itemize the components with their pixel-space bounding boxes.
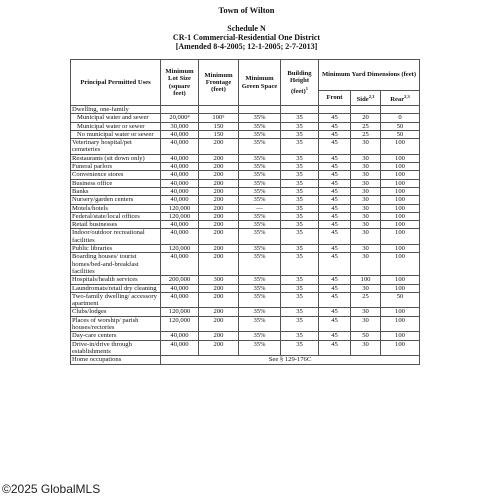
- cell-rear: 100: [381, 163, 420, 171]
- cell-frontage: 100⁵: [199, 114, 239, 122]
- cell-frontage: 200: [199, 154, 239, 162]
- col-header-lot: Minimum Lot Size (square feet): [161, 60, 199, 106]
- cell-use: Public libraries: [71, 245, 161, 253]
- cell-green: 35%: [239, 122, 281, 130]
- cell-lot: 40,000: [161, 284, 199, 292]
- cell-frontage: 200: [199, 292, 239, 308]
- cell-use: No municipal water or sewer: [71, 130, 161, 138]
- cell-green: 35%: [239, 245, 281, 253]
- cell-frontage: 200: [199, 253, 239, 276]
- cell-lot: 120,000: [161, 308, 199, 316]
- cell-green: 35%: [239, 196, 281, 204]
- table-row: [71, 229, 420, 245]
- cell-use: Hospitals/health services: [71, 276, 161, 284]
- cell-front: 45: [319, 292, 351, 308]
- cell-green: 35%: [239, 253, 281, 276]
- table-row: [71, 114, 420, 122]
- col-header-green: Minimum Green Space: [239, 60, 281, 106]
- table-row: [71, 122, 420, 130]
- cell-frontage: 300: [199, 276, 239, 284]
- cell-use: Banks: [71, 187, 161, 195]
- cell-green: [239, 106, 281, 114]
- cell-rear: 100: [381, 340, 420, 356]
- table-row: [71, 356, 420, 364]
- cell-rear: 100: [381, 284, 420, 292]
- table-row: [71, 308, 420, 316]
- cell-front: 45: [319, 196, 351, 204]
- cell-use: Funeral parlors: [71, 163, 161, 171]
- cell-lot: 200,000: [161, 276, 199, 284]
- cell-green: 35%: [239, 154, 281, 162]
- cell-front: 45: [319, 114, 351, 122]
- cell-lot: 20,000⁴: [161, 114, 199, 122]
- cell-side: 25: [351, 130, 381, 138]
- col-header-rear: Rear$^{2,3}$: [381, 91, 420, 106]
- cell-use: Federal/state/local offices: [71, 212, 161, 220]
- cell-side: 30: [351, 196, 381, 204]
- cell-frontage: 200: [199, 308, 239, 316]
- cell-green: 35%: [239, 332, 281, 340]
- table-row: [71, 284, 420, 292]
- cell-rear: 100: [381, 187, 420, 195]
- cell-lot: 40,000: [161, 229, 199, 245]
- mls-watermark: ©2025 GlobalMLS: [2, 482, 101, 496]
- cell-rear: 100: [381, 212, 420, 220]
- table-row: [71, 187, 420, 195]
- cell-rear: [381, 106, 420, 114]
- cell-rear: 50: [381, 292, 420, 308]
- table-row: [71, 316, 420, 332]
- cell-green: 35%: [239, 163, 281, 171]
- table-row: [71, 245, 420, 253]
- cell-side: 100: [351, 276, 381, 284]
- schedule-label: Schedule N: [227, 24, 266, 33]
- cell-front: 45: [319, 204, 351, 212]
- cell-use: Retail businesses: [71, 221, 161, 229]
- cell-lot: 120,000: [161, 316, 199, 332]
- cell-rear: 100: [381, 308, 420, 316]
- cell-front: 45: [319, 171, 351, 179]
- table-row: [71, 332, 420, 340]
- cell-green: 35%: [239, 139, 281, 155]
- cell-lot: 40,000: [161, 179, 199, 187]
- cell-height: 35: [281, 196, 319, 204]
- cell-lot: 120,000: [161, 245, 199, 253]
- cell-height: 35: [281, 340, 319, 356]
- cell-height: 35: [281, 171, 319, 179]
- cell-height: 35: [281, 187, 319, 195]
- cell-side: 30: [351, 187, 381, 195]
- cell-use: Boarding houses/ tourist homes/bed-and-breakfast facilities: [71, 253, 161, 276]
- col-header-side: Side$^{2,3}$: [351, 91, 381, 106]
- cell-lot: 30,000: [161, 122, 199, 130]
- cell-use: Municipal water and sewer: [71, 114, 161, 122]
- cell-lot: 40,000: [161, 163, 199, 171]
- cell-height: 35: [281, 308, 319, 316]
- cell-side: 50: [351, 332, 381, 340]
- cell-green: —: [239, 204, 281, 212]
- cell-frontage: 200: [199, 229, 239, 245]
- cell-rear: 100: [381, 171, 420, 179]
- table-row: [71, 292, 420, 308]
- cell-height: 35: [281, 221, 319, 229]
- cell-rear: 50: [381, 122, 420, 130]
- cell-rear: 100: [381, 154, 420, 162]
- table-body: [71, 106, 420, 365]
- cell-front: 45: [319, 187, 351, 195]
- cell-front: 45: [319, 163, 351, 171]
- cell-lot: 120,000: [161, 204, 199, 212]
- cell-front: 45: [319, 245, 351, 253]
- cell-front: 45: [319, 316, 351, 332]
- table-row: [71, 196, 420, 204]
- cell-lot: 40,000: [161, 340, 199, 356]
- cell-green: 35%: [239, 179, 281, 187]
- cell-rear: 0: [381, 114, 420, 122]
- cell-use: Clubs/lodges: [71, 308, 161, 316]
- table-row: [71, 221, 420, 229]
- table-row: [71, 171, 420, 179]
- cell-green: 35%: [239, 284, 281, 292]
- cell-use: Places of worship/ parish houses/rectories: [71, 316, 161, 332]
- cell-rear: 100: [381, 179, 420, 187]
- cell-use: Convenience stores: [71, 171, 161, 179]
- cell-side: 30: [351, 212, 381, 220]
- table-row: [71, 139, 420, 155]
- cell-note: See § 129-176C: [161, 356, 420, 364]
- cell-green: 35%: [239, 130, 281, 138]
- cell-green: 35%: [239, 187, 281, 195]
- cell-frontage: 200: [199, 332, 239, 340]
- cell-frontage: 150: [199, 122, 239, 130]
- cell-front: 45: [319, 253, 351, 276]
- cell-green: 35%: [239, 212, 281, 220]
- cell-lot: 120,000: [161, 212, 199, 220]
- cell-use: Business office: [71, 179, 161, 187]
- cell-side: 20: [351, 114, 381, 122]
- cell-use: Restaurants (sit down only): [71, 154, 161, 162]
- cell-rear: 50: [381, 130, 420, 138]
- cell-rear: 100: [381, 221, 420, 229]
- cell-rear: 100: [381, 316, 420, 332]
- cell-side: 30: [351, 308, 381, 316]
- cell-side: [351, 106, 381, 114]
- cell-height: 35: [281, 212, 319, 220]
- cell-front: 45: [319, 154, 351, 162]
- cell-rear: 100: [381, 204, 420, 212]
- dimensional-table: [70, 59, 420, 365]
- cell-frontage: 200: [199, 221, 239, 229]
- table-row: [71, 163, 420, 171]
- cell-height: 35: [281, 154, 319, 162]
- cell-height: 35: [281, 130, 319, 138]
- cell-lot: 40,000: [161, 196, 199, 204]
- cell-front: 45: [319, 221, 351, 229]
- cell-height: 35: [281, 245, 319, 253]
- cell-height: 35: [281, 179, 319, 187]
- cell-frontage: 200: [199, 171, 239, 179]
- cell-green: 35%: [239, 221, 281, 229]
- cell-frontage: 200: [199, 139, 239, 155]
- cell-height: 35: [281, 253, 319, 276]
- cell-side: 30: [351, 163, 381, 171]
- district-name: CR-1 Commercial-Residential One District: [172, 33, 321, 42]
- cell-frontage: 200: [199, 187, 239, 195]
- col-header-use: Principal Permitted Uses: [71, 60, 161, 106]
- cell-use: Nursery/garden centers: [71, 196, 161, 204]
- cell-height: 35: [281, 163, 319, 171]
- cell-lot: [161, 106, 199, 114]
- cell-front: 45: [319, 179, 351, 187]
- cell-lot: 40,000: [161, 171, 199, 179]
- cell-rear: 100: [381, 245, 420, 253]
- table-row: [71, 253, 420, 276]
- col-header-front: Front: [319, 91, 351, 106]
- cell-green: 35%: [239, 171, 281, 179]
- cell-green: 35%: [239, 308, 281, 316]
- cell-lot: 40,000: [161, 154, 199, 162]
- cell-side: 30: [351, 229, 381, 245]
- cell-front: 45: [319, 122, 351, 130]
- cell-frontage: 200: [199, 196, 239, 204]
- cell-use: Day-care centers: [71, 332, 161, 340]
- cell-green: 35%: [239, 276, 281, 284]
- cell-side: 30: [351, 316, 381, 332]
- cell-height: 35: [281, 114, 319, 122]
- cell-front: 45: [319, 308, 351, 316]
- cell-green: 35%: [239, 229, 281, 245]
- cell-frontage: 200: [199, 212, 239, 220]
- cell-lot: 40,000: [161, 253, 199, 276]
- cell-rear: 100: [381, 139, 420, 155]
- cell-height: 35: [281, 139, 319, 155]
- cell-green: 35%: [239, 316, 281, 332]
- cell-height: 35: [281, 284, 319, 292]
- cell-frontage: 200: [199, 316, 239, 332]
- cell-height: 35: [281, 316, 319, 332]
- cell-front: 45: [319, 139, 351, 155]
- cell-use: Laundromats/retail dry cleaning: [71, 284, 161, 292]
- cell-frontage: 150: [199, 130, 239, 138]
- cell-side: 30: [351, 340, 381, 356]
- cell-height: 35: [281, 332, 319, 340]
- cell-height: [281, 106, 319, 114]
- cell-front: 45: [319, 212, 351, 220]
- cell-front: 45: [319, 332, 351, 340]
- table-row: [71, 340, 420, 356]
- cell-side: 30: [351, 253, 381, 276]
- cell-front: [319, 106, 351, 114]
- cell-front: 45: [319, 284, 351, 292]
- cell-side: 30: [351, 284, 381, 292]
- cell-use: Veterinary hospital/pet cemeteries: [71, 139, 161, 155]
- cell-rear: 100: [381, 253, 420, 276]
- table-row: [71, 204, 420, 212]
- cell-side: 30: [351, 245, 381, 253]
- cell-front: 45: [319, 229, 351, 245]
- cell-front: 45: [319, 130, 351, 138]
- cell-green: 35%: [239, 292, 281, 308]
- cell-rear: 100: [381, 196, 420, 204]
- cell-use: Dwelling, one-family: [71, 106, 161, 114]
- table-row: [71, 179, 420, 187]
- cell-lot: 40,000: [161, 332, 199, 340]
- cell-use: Home occupations: [71, 356, 161, 364]
- cell-frontage: [199, 106, 239, 114]
- cell-front: 45: [319, 340, 351, 356]
- cell-frontage: 200: [199, 163, 239, 171]
- cell-side: 30: [351, 139, 381, 155]
- schedule-heading: [0, 24, 493, 51]
- cell-rear: 100: [381, 229, 420, 245]
- table-row: [71, 212, 420, 220]
- cell-frontage: 200: [199, 204, 239, 212]
- cell-rear: 100: [381, 332, 420, 340]
- cell-side: 30: [351, 171, 381, 179]
- table-row: [71, 154, 420, 162]
- cell-front: 45: [319, 276, 351, 284]
- col-header-frontage: Minimum Frontage (feet): [199, 60, 239, 106]
- table-row: [71, 106, 420, 114]
- cell-height: 35: [281, 229, 319, 245]
- cell-frontage: 200: [199, 284, 239, 292]
- cell-height: 35: [281, 122, 319, 130]
- cell-frontage: 200: [199, 340, 239, 356]
- cell-lot: 40,000: [161, 130, 199, 138]
- cell-lot: 40,000: [161, 187, 199, 195]
- table-row: [71, 130, 420, 138]
- cell-green: 35%: [239, 340, 281, 356]
- cell-green: 35%: [239, 114, 281, 122]
- cell-lot: 40,000: [161, 221, 199, 229]
- cell-use: Municipal water or sewer: [71, 122, 161, 130]
- cell-use: Motels/hotels: [71, 204, 161, 212]
- cell-frontage: 200: [199, 245, 239, 253]
- cell-side: 25: [351, 292, 381, 308]
- cell-lot: 40,000: [161, 139, 199, 155]
- cell-side: 30: [351, 204, 381, 212]
- town-title: Town of Wilton: [218, 5, 275, 15]
- cell-frontage: 200: [199, 179, 239, 187]
- cell-height: 35: [281, 292, 319, 308]
- cell-use: Two-family dwelling/ accessory apartment: [71, 292, 161, 308]
- cell-side: 25: [351, 122, 381, 130]
- cell-use: Indoor/outdoor recreational facilities: [71, 229, 161, 245]
- col-header-height: Building Height (feet)$^1$: [281, 60, 319, 106]
- col-header-yard: Minimum Yard Dimensions (feet): [319, 60, 420, 91]
- cell-side: 30: [351, 221, 381, 229]
- cell-height: 35: [281, 204, 319, 212]
- cell-height: 35: [281, 276, 319, 284]
- cell-side: 30: [351, 154, 381, 162]
- table-row: [71, 276, 420, 284]
- amendment-dates: [Amended 8-4-2005; 12-1-2005; 2-7-2013]: [175, 42, 318, 51]
- cell-lot: 40,000: [161, 292, 199, 308]
- cell-rear: 100: [381, 276, 420, 284]
- cell-use: Drive-in/drive through establishments: [71, 340, 161, 356]
- cell-side: 30: [351, 179, 381, 187]
